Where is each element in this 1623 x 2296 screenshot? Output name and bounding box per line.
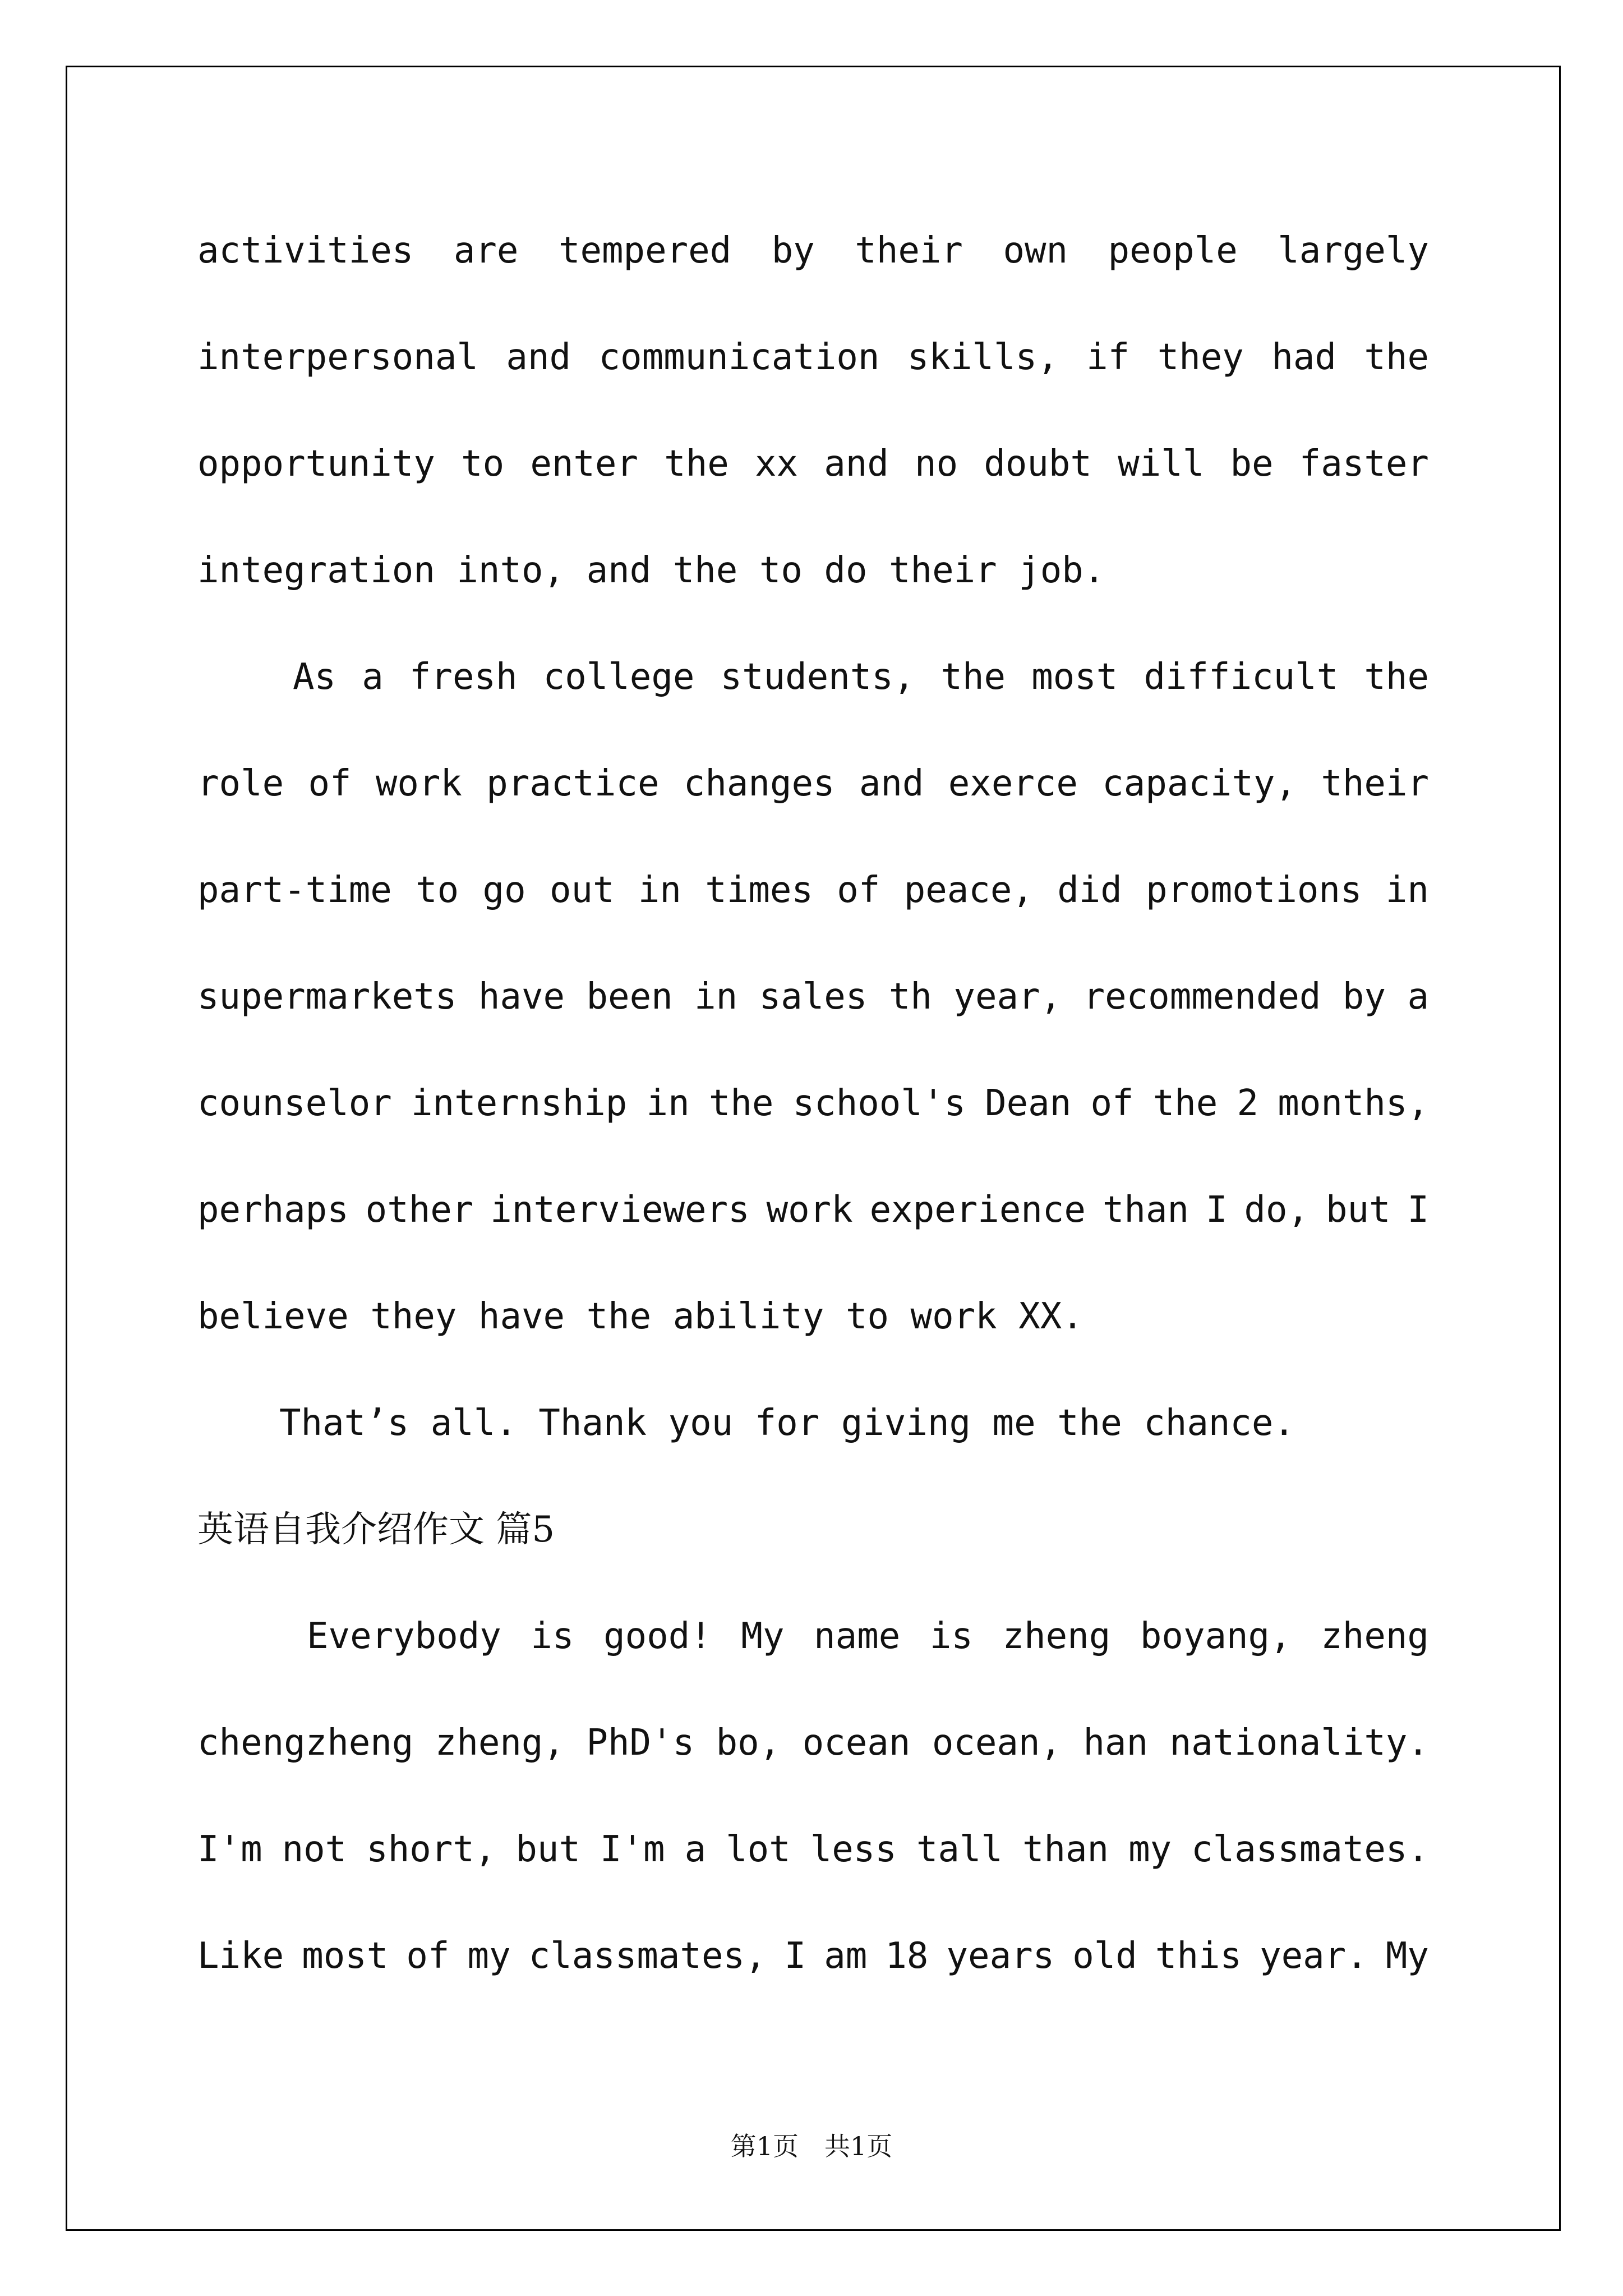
text-line: Like most of my classmates, I am 18 years old this year. My: [197, 1935, 1429, 1977]
text-line: That’s all. Thank you for giving me the chance.: [279, 1402, 1295, 1444]
text-line: I'm not short, but I'm a lot less tall than my classmates.: [197, 1829, 1429, 1870]
text-line: believe they have the ability to work XX.: [197, 1296, 1083, 1337]
text-line: perhaps other interviewers work experience than I do, but I: [197, 1189, 1429, 1231]
text-line: As a fresh college students, the most difficult the: [293, 656, 1429, 698]
text-line: supermarkets have been in sales th year, recommended by a: [197, 976, 1429, 1018]
text-line: integration into, and the to do their job.: [197, 550, 1105, 591]
text-line: opportunity to enter the xx and no doubt will be faster: [197, 443, 1429, 485]
section-heading: 英语自我介绍作文 篇5: [197, 1509, 555, 1550]
text-line: Everybody is good! My name is zheng boyang, zheng: [307, 1616, 1429, 1657]
document-body: [197, 197, 1429, 2009]
text-line: part-time to go out in times of peace, did promotions in: [197, 869, 1429, 911]
page-footer: 第1页 共1页: [730, 2131, 893, 2161]
text-line: chengzheng zheng, PhD's bo, ocean ocean, han nationality.: [197, 1722, 1429, 1764]
text-line: activities are tempered by their own people largely: [197, 230, 1429, 272]
text-line: counselor internship in the school's Dean of the 2 months,: [197, 1083, 1429, 1124]
text-line: role of work practice changes and exerce capacity, their: [197, 763, 1429, 804]
text-line: interpersonal and communication skills, if they had the: [197, 337, 1429, 378]
